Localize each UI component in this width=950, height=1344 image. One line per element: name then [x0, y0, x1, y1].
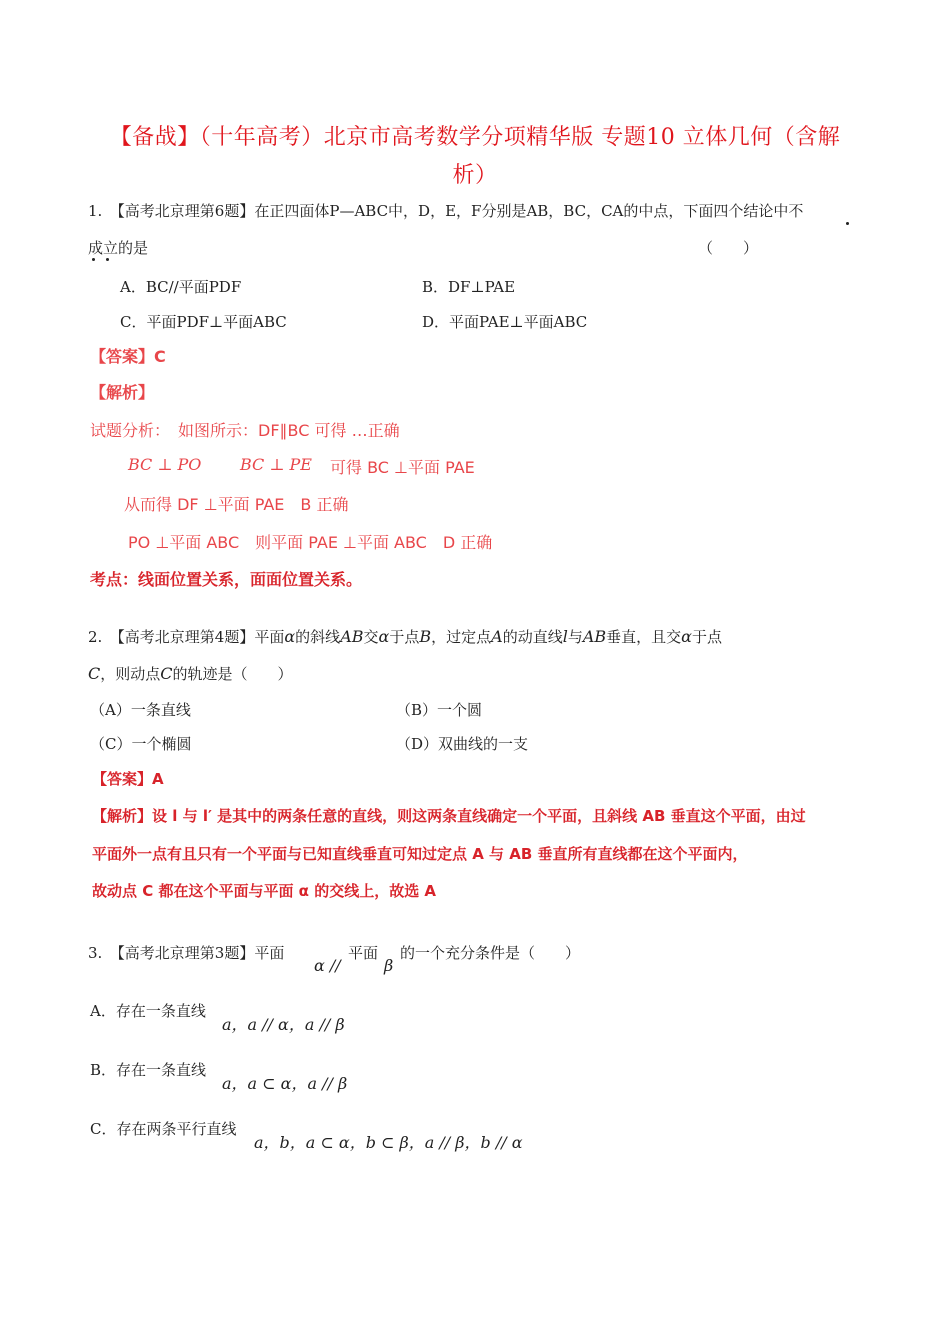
q2-option-c: （C）一个椭圆 — [90, 735, 192, 753]
emphasis-dot — [846, 222, 849, 225]
emphasis-dot — [92, 258, 95, 261]
q1-option-a: A．BC//平面PDF — [120, 278, 242, 296]
q2-option-b: （B）一个圆 — [396, 701, 483, 719]
q2-text: 垂直，且交 — [606, 628, 682, 646]
q2-text: 于点 — [389, 628, 420, 646]
q3-option-c-label: C．存在两条平行直线 — [90, 1120, 237, 1138]
math-alpha-parallel: α // — [314, 956, 341, 975]
q1-analysis-bc-po: BC ⊥ PO — [128, 455, 202, 474]
q2-stem-line1 — [88, 626, 722, 647]
q3-option-c-math: a，b，a ⊂ α，b ⊂ β，a // β，b // α — [254, 1133, 523, 1152]
q1-analysis-line4: PO ⊥平面 ABC 则平面 PAE ⊥平面 ABC D 正确 — [128, 533, 493, 552]
q2-jiexi-text: 设 l 与 l′ 是其中的两条任意的直线，则这两条直线确定一个平面，且斜线 AB 垂直这个平面，由过 — [152, 807, 806, 825]
math-ab: AB — [582, 627, 607, 646]
q2-text: 2. 【高考北京理第4题】平面 — [88, 628, 285, 646]
math-b: B — [419, 627, 432, 646]
math-alpha: α — [284, 627, 296, 646]
q3-option-a-math: a，a // α，a // β — [222, 1015, 345, 1034]
q2-text: 的斜线 — [295, 628, 341, 646]
q3-option-a-label: A．存在一条直线 — [90, 1002, 206, 1020]
math-c: C — [160, 664, 173, 683]
math-alpha: α — [681, 627, 692, 646]
q2-text: 的轨迹是（ ） — [172, 665, 293, 683]
q1-kaodian: 考点：线面位置关系，面面位置关系。 — [90, 570, 363, 589]
q3-stem-mid: 平面 — [348, 944, 379, 962]
q2-jiexi-label: 【解析】 — [92, 807, 153, 825]
document-title-line1: 【备战】（十年高考）北京市高考数学分项精华版 专题10 立体几何（含解 — [109, 125, 841, 150]
q3-stem-end: 的一个充分条件是（ ） — [400, 944, 581, 962]
q1-analysis-bc-pae: 可得 BC ⊥平面 PAE — [330, 458, 475, 477]
q1-jiexi-label: 【解析】 — [90, 383, 155, 402]
document-title-line2: 析） — [452, 163, 498, 188]
math-alpha: α — [378, 627, 390, 646]
q1-analysis-bc-pe: BC ⊥ PE — [240, 455, 312, 474]
q1-answer-paren: （ ） — [698, 239, 759, 257]
q2-answer: 【答案】A — [92, 770, 164, 788]
q3-stem-prefix: 3. 【高考北京理第3题】平面 — [88, 944, 285, 962]
q1-option-c: C．平面PDF⊥平面ABC — [120, 313, 287, 331]
q1-analysis-line1: 试题分析： 如图所示：DF∥BC 可得 …正确 — [90, 421, 400, 440]
math-beta: β — [384, 956, 394, 975]
q2-text: 与 — [567, 628, 583, 646]
q2-text: ，则动点 — [100, 665, 161, 683]
math-ab: AB — [340, 627, 364, 646]
q2-text: 于点 — [691, 628, 722, 646]
math-c: C — [88, 664, 101, 683]
q2-jiexi-line2: 平面外一点有且只有一个平面与已知直线垂直可知过定点 A 与 AB 垂直所有直线都在这个平面内， — [92, 845, 748, 863]
q3-option-b-label: B．存在一条直线 — [90, 1061, 207, 1079]
math-a: A — [491, 627, 503, 646]
q1-option-b: B．DF⊥PAE — [422, 278, 516, 296]
q1-stem-line2: 成立的是 — [88, 239, 149, 257]
emphasis-dot — [106, 258, 109, 261]
q2-text: 交 — [363, 628, 379, 646]
q2-text: ，过定点 — [431, 628, 492, 646]
q2-text: 的动直线 — [502, 628, 563, 646]
q2-jiexi-line3: 故动点 C 都在这个平面与平面 α 的交线上，故选 A — [92, 882, 437, 900]
q1-analysis-line3: 从而得 DF ⊥平面 PAE B 正确 — [124, 495, 349, 514]
q2-option-a: （A）一条直线 — [90, 701, 191, 719]
q2-stem-line2 — [88, 663, 293, 684]
q2-option-d: （D）双曲线的一支 — [396, 735, 529, 753]
q1-stem-line1: 1. 【高考北京理第6题】在正四面体P—ABC中，D，E，F分别是AB，BC，CA的中点，下面四个结论中不 — [88, 202, 804, 220]
q3-option-b-math: a，a ⊂ α，a // β — [222, 1074, 348, 1093]
q1-answer: 【答案】C — [90, 347, 166, 366]
q2-jiexi-line1 — [92, 805, 806, 826]
math-l: l — [562, 627, 568, 646]
q1-option-d: D．平面PAE⊥平面ABC — [422, 313, 588, 331]
